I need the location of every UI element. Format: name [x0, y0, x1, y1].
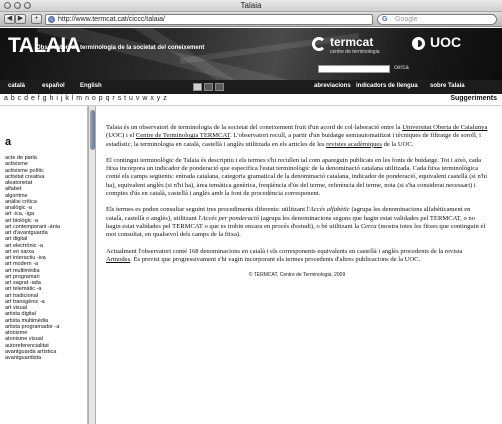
address-text: http://www.termcat.cat/ciccc/talaia/ [58, 16, 165, 23]
term-list-item[interactable]: acte de parla [5, 155, 37, 161]
nav-bar [0, 80, 502, 94]
site-logo[interactable]: TALAIA [8, 34, 81, 57]
term-list-item[interactable]: analògic -a [5, 205, 32, 211]
term-list-item[interactable]: art transgènic -a [5, 298, 45, 305]
nav-link-sobre-talaia[interactable]: sobre Talaia [430, 83, 465, 89]
sidebar-scrollbar[interactable] [88, 106, 96, 424]
main-content [96, 106, 502, 424]
term-list-item[interactable]: atonisme [5, 330, 28, 336]
termcat-logo-icon [312, 37, 326, 51]
term-list [5, 155, 60, 361]
term-list-item[interactable]: anàlisi crítica [5, 198, 37, 205]
nav-lang-espanol[interactable]: español [42, 83, 65, 89]
nav-tab-1[interactable] [193, 83, 202, 91]
nav-lang-catala[interactable]: català [8, 83, 26, 89]
link-revistes[interactable]: revistes acadèmiques [326, 140, 382, 148]
address-bar[interactable] [45, 14, 373, 25]
term-list-item[interactable]: avantguardista [5, 355, 42, 361]
alphabet-letters[interactable]: a b c d e f g h i j k l m n o p q r s t u v w x y z [4, 95, 167, 102]
back-button[interactable]: ◀ [4, 14, 15, 24]
window-titlebar [0, 0, 502, 12]
term-list-item[interactable]: artista multimèdia [5, 317, 49, 324]
term-list-item[interactable]: art contemporani -ània [5, 223, 61, 230]
window-title: Talaia [240, 1, 262, 10]
link-termcat[interactable]: Centre de Terminologia TERMCAT [135, 132, 231, 140]
term-list-item[interactable]: art visual [5, 305, 28, 311]
term-list-item[interactable]: activitat creativa [5, 173, 45, 180]
search-placeholder: Google [395, 16, 418, 23]
content-paragraph: El contingut terminològic de Talaia és descriptiu i els termes s'hi recullen tal com apareguin publicats en les fonts de buidatge. Tot i això, cada fitxa incorpora un indicador de ponderació que especifica l'estat terminològic de la denominació catalana utilitzada. Cada fitxa terminològica conté els camps següents: entrada catalana, categoria gramatical de la denominació catalana, indicador de ponderació, equivalent castellà (si n'hi ha), equivalent anglès (si n'hi ha), àrea temàtica genèrica, freqüència d'ús del terme, referència del terme, nota (si s'ha considerat necessari) i comptes d'ús en català, castellà i anglès amb la font de procedència corresponent. [106, 156, 488, 198]
term-list-item[interactable]: art -ica, -iga [5, 211, 35, 218]
uoc-logo-icon [412, 37, 425, 50]
term-list-item[interactable]: autoreferencialitat [5, 342, 49, 349]
term-list-item[interactable]: art interactiu -iva [5, 255, 46, 261]
copyright-footer: © TERMCAT, Centre de Terminologia, 2009 [248, 272, 346, 279]
nav-tab-3[interactable] [215, 83, 224, 91]
term-list-item[interactable]: aleatorietat [5, 180, 33, 186]
term-list-item[interactable]: alfabet [5, 186, 22, 193]
term-sidebar [0, 106, 88, 424]
site-header [0, 28, 502, 80]
forward-button[interactable]: ▶ [15, 14, 26, 24]
nav-link-abreviacions[interactable]: abreviacions [314, 83, 351, 89]
term-list-item[interactable]: art sagrat -ada [5, 280, 41, 286]
term-list-item[interactable]: avantguarda artística [5, 348, 57, 355]
term-list-item[interactable]: art telemàtic -a [5, 286, 42, 293]
term-list-item[interactable]: art electrònic -a [5, 242, 43, 249]
globe-icon [48, 16, 55, 23]
scrollbar-thumb[interactable] [90, 110, 95, 150]
site-tagline: Observatori de terminologia de la societat del coneixement [36, 45, 205, 51]
termcat-logo[interactable]: termcat [330, 35, 374, 49]
nav-tab-2[interactable] [204, 83, 213, 91]
add-bookmark-button[interactable]: + [31, 14, 42, 24]
nav-link-indicadors[interactable]: indicadors de llengua [356, 83, 418, 89]
google-icon: G [382, 16, 388, 23]
term-list-item[interactable]: art d'avantguarda [5, 230, 48, 236]
term-list-item[interactable]: art digital [5, 236, 28, 243]
term-list-item[interactable]: algoritme [5, 192, 28, 199]
term-list-item[interactable]: art en xarxa [5, 248, 35, 255]
status-paragraph: Actualment l'observatori conté 168 denominacions en català i els corresponents equivalents en castellà i anglès procedents de la revista Artnodes. És previst que progressivament s'hi vagin incorporant els termes procedents d'altres publicacions de la UOC. [106, 247, 463, 263]
termcat-subtitle: centre de terminologia [330, 49, 380, 55]
suggestions-link[interactable]: Suggeriments [450, 95, 497, 102]
term-list-item[interactable]: activisme [5, 161, 28, 168]
term-list-item[interactable]: atonisme visual [5, 336, 43, 343]
site-search-input[interactable] [318, 65, 390, 73]
term-list-item[interactable]: activisme polític [5, 167, 44, 174]
current-letter-heading: a [5, 136, 12, 148]
term-list-item[interactable]: art multimèdia [5, 267, 40, 274]
nav-lang-english[interactable]: English [80, 83, 102, 89]
site-search-button[interactable]: cerca [394, 65, 409, 71]
intro-paragraph: Talaia és un observatori de terminologia de la societat del coneixement fruit d'un acord de col·laboració entre la Universitat Oberta de Catalunya (UOC) i el Centre de Terminologia TERMCAT. L'observatori recull, a partir d'un buidatge semiautomatitzat i tècniques de filtratge de soroll, i estadístic, la terminologia en català, castellà i anglès utilitzada en els articles de les revistes acadèmiques de la UOC. [106, 124, 488, 148]
link-artnodes[interactable]: Artnodes [106, 255, 131, 263]
browser-toolbar [0, 12, 502, 27]
link-uoc[interactable]: Universitat Oberta de Catalunya [402, 124, 488, 131]
term-list-item[interactable]: art biològic -a [5, 217, 39, 224]
access-paragraph: Els termes es poden consultar seguint tres procediments diferents: utilitzant l'Accés alfabètic (agrupa les denominacions alfabèticament en català, castellà o anglès), utilitzant l'Accés per ponderació (agrupa les denominacions segons que hagin estat validades pel TERMCAT, o no hagin estat validades pel TERMCAT o que es trobin encara en procés d'estudi), o bé utilitzant la Cerca (mostra totes les fitxes que continguin el mot consultat, en qualsevol dels camps de la fitxa). [106, 206, 486, 239]
term-list-item[interactable]: art modern -a [5, 261, 39, 268]
alphabet-bar [0, 94, 502, 106]
browser-search-input[interactable] [377, 14, 497, 25]
term-list-item[interactable]: art tradicional [5, 292, 39, 299]
term-list-item[interactable]: art programari [5, 273, 40, 280]
term-list-item[interactable]: artista digital [5, 311, 36, 318]
uoc-logo[interactable]: UOC [430, 34, 462, 50]
term-list-item[interactable]: artista programador -a [5, 323, 60, 330]
